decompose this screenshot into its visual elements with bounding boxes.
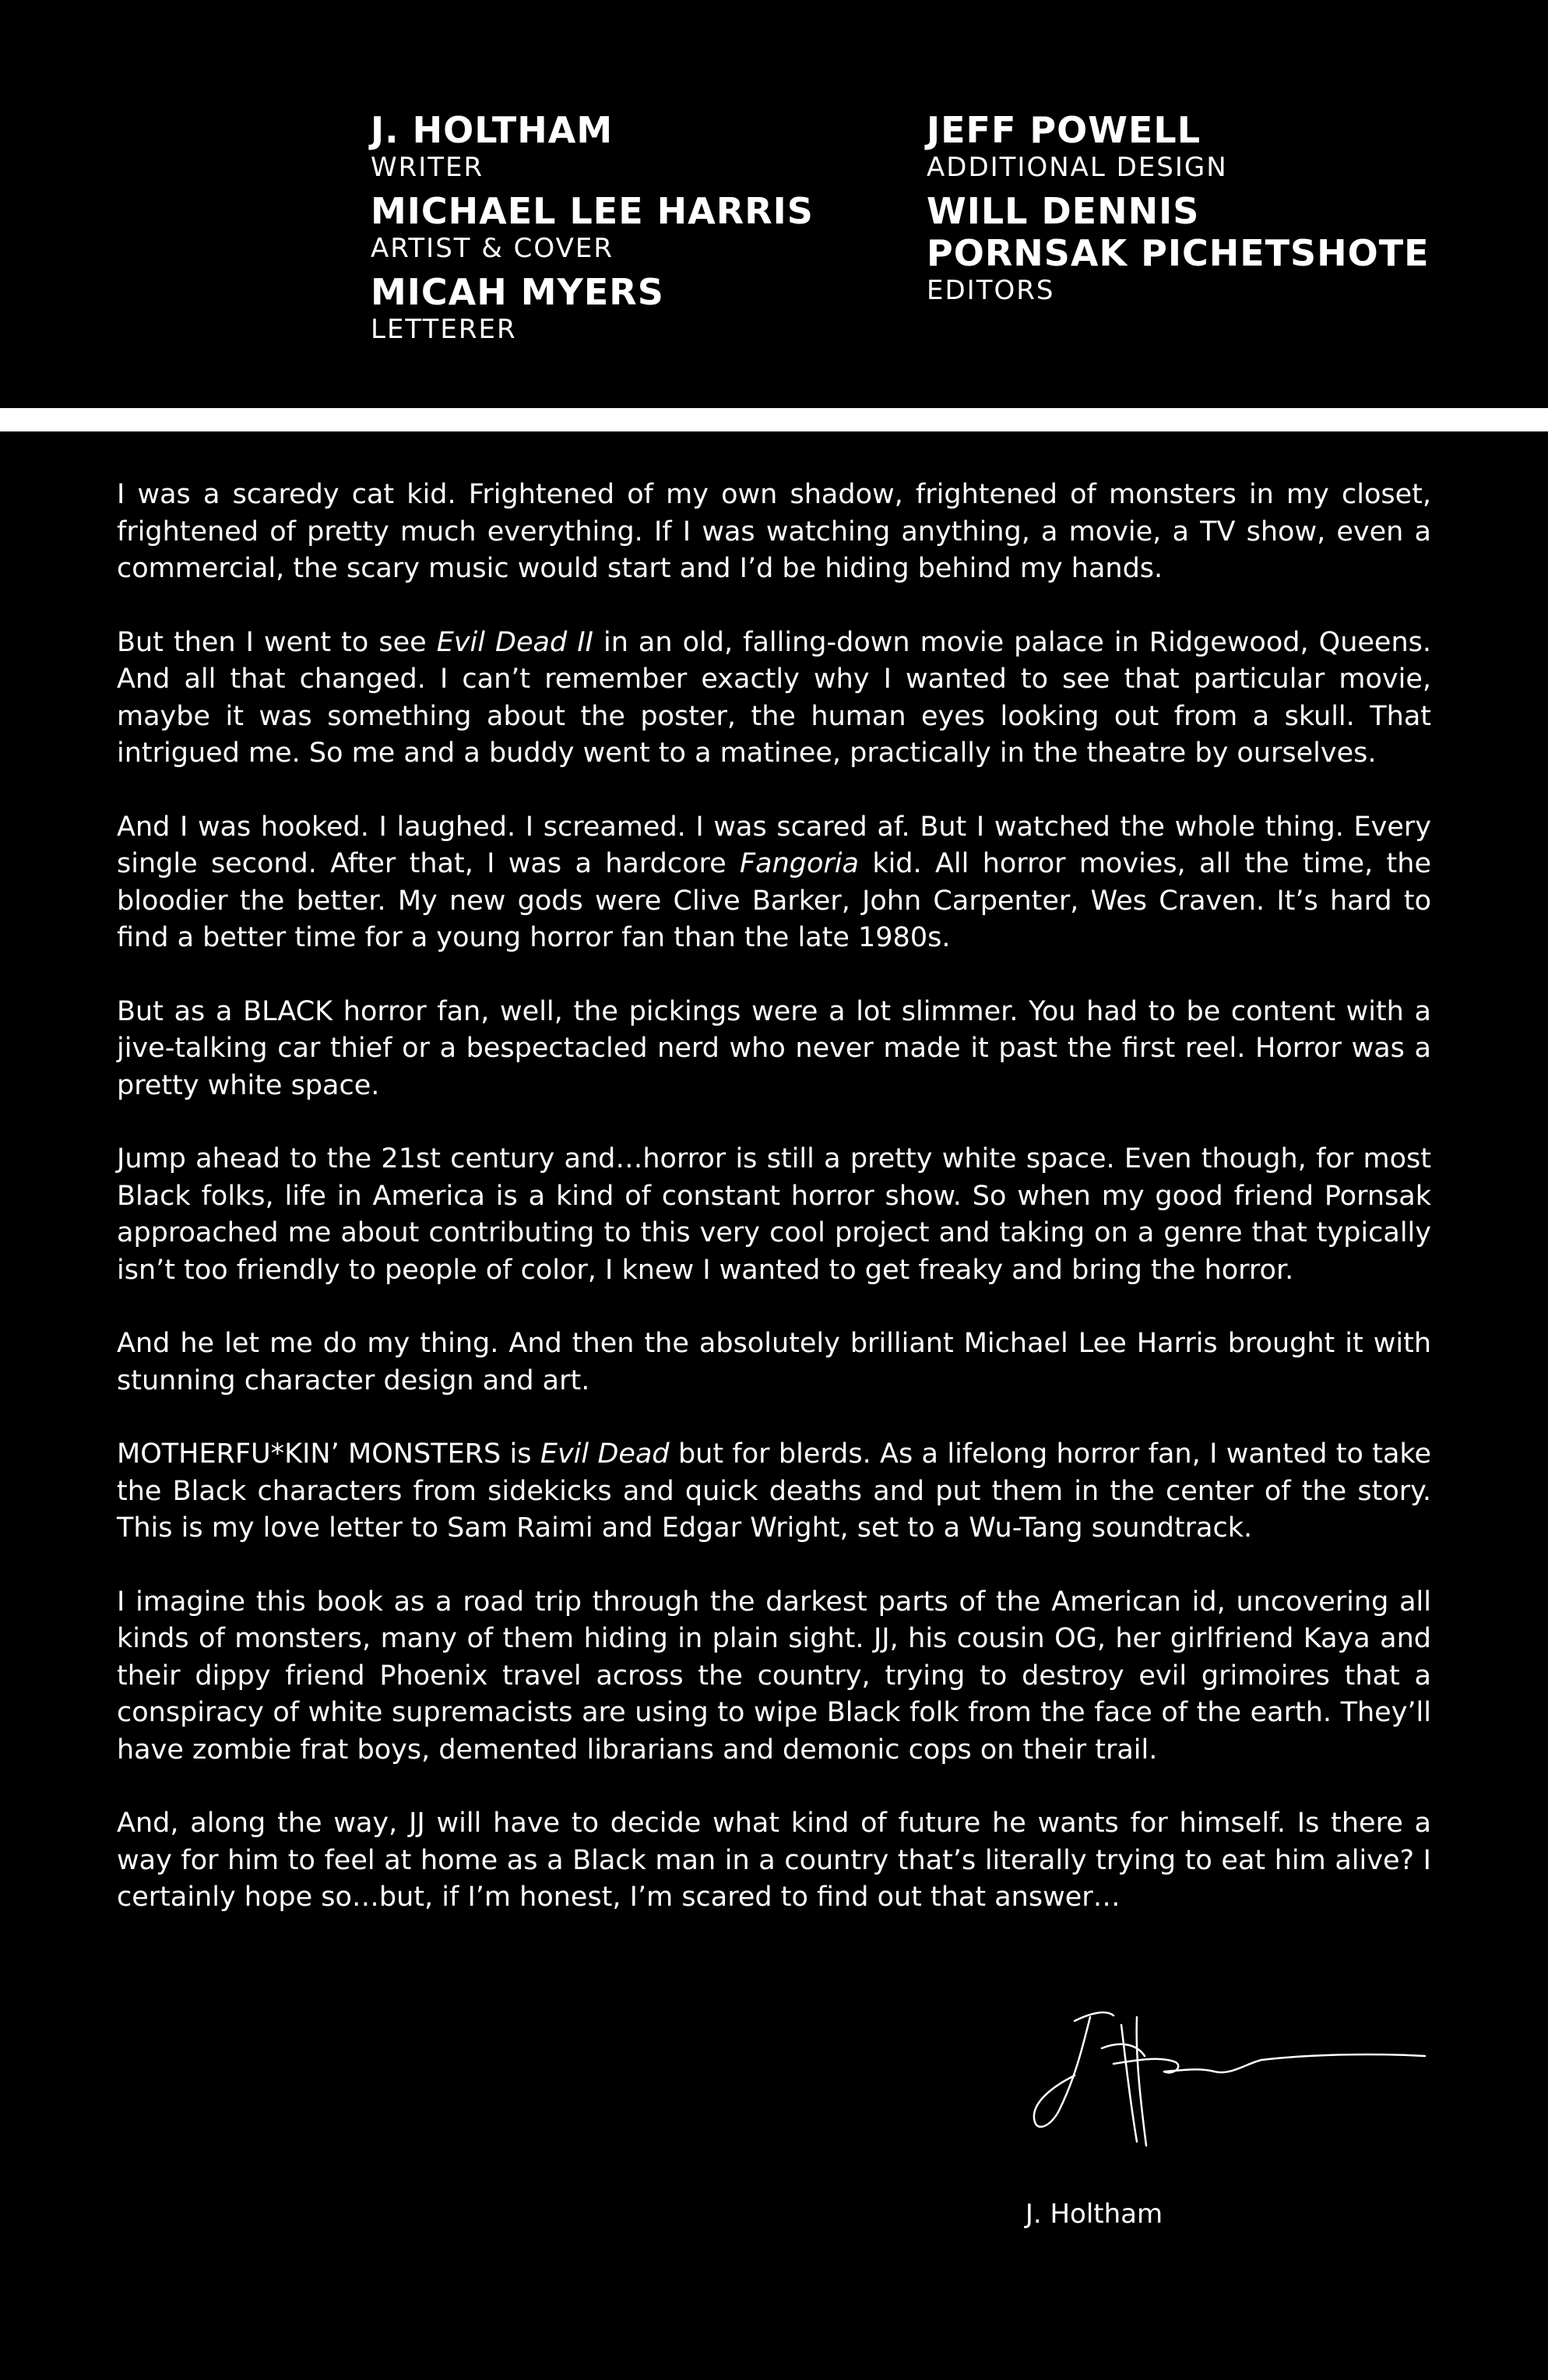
movie-title: Evil Dead II [436,626,593,658]
credit-name-editor-1: WILL DENNIS [927,190,1200,232]
paragraph-text: MOTHERFU*KIN’ MONSTERS is [117,1438,540,1470]
paragraph-text: in an old, falling-down movie palace in Ridgewood, Queens. And all that changed. I can’t remember exactly why I wanted to see that particular movie, maybe it was something about the poster, the human eyes looking out from a skull. That intrigued me. So me and a buddy went to a matinee, practically in the theatre by ourselves. [117,626,1431,769]
credits-right-column [927,109,1503,313]
credit-name-letterer: MICAH MYERS [371,271,664,313]
credits-left-column [371,109,869,352]
signature-name: J. Holtham [1025,2199,1163,2230]
letter-paragraph-6: And he let me do my thing. And then the absolutely brilliant Michael Lee Harris brought it with stunning character design and art. [117,1328,1431,1396]
credit-name-artist: MICHAEL LEE HARRIS [371,190,814,232]
signature-scribble [1028,2002,1433,2157]
letter-paragraph-8: I imagine this book as a road trip through the darkest parts of the American id, uncovering all kinds of monsters, many of them hiding in plain sight. JJ, his cousin OG, her girlfriend Kaya and their dippy friend Phoenix travel across the country, trying to destroy evil grimoires that a conspiracy of white supremacists are using to wipe Black folk from the face of the earth. They’ll have zombie frat boys, demented librarians and demonic cops on their trail. [117,1586,1431,1766]
magazine-title: Fangoria [740,848,859,879]
credit-role-artist: ARTIST & COVER [371,233,614,264]
credit-name-writer: J. HOLTHAM [371,109,614,151]
divider-bar [0,408,1548,431]
credit-role-letterer: LETTERER [371,314,517,345]
letter-paragraph-1: I was a scaredy cat kid. Frightened of my own shadow, frightened of monsters in my closet, frightened of pretty much everything. If I was watching anything, a movie, a TV show, even a commercial, the scary music would start and I’d be hiding behind my hands. [117,479,1431,584]
credit-role-editors: EDITORS [927,275,1055,306]
letter-paragraph-5: Jump ahead to the 21st century and…horror is still a pretty white space. Even though, for most Black folks, life in America is a kind of constant horror show. So when my good friend Pornsak approached me about contributing to this very cool project and taking on a genre that typically isn’t too friendly to people of color, I knew I wanted to get freaky and bring the horror. [117,1143,1431,1286]
paragraph-text: But then I went to see [117,626,437,658]
movie-title: Evil Dead [540,1438,670,1470]
letter-body [117,477,1431,1953]
credits-block [0,109,1548,358]
letter-paragraph-4: But as a BLACK horror fan, well, the pickings were a lot slimmer. You had to be content with a jive-talking car thief or a bespectacled nerd who never made it past the first reel. Horror was a pretty white space. [117,995,1431,1101]
letter-paragraph-2 [117,625,1431,773]
paragraph-text: but for blerds. As a lifelong horror fan, I wanted to take the Black characters from sidekicks and quick deaths and put them in the center of the story. This is my love letter to Sam Raimi and Edgar Wright, set to a Wu-Tang soundtrack. [117,1438,1431,1544]
credit-role-writer: WRITER [371,152,484,183]
signature-image [1028,2002,1433,2157]
paragraph-text: And I was hooked. I laughed. I screamed. I was scared af. But I watched the whole thing. Every single second. After that, I was a hardcore [117,811,1431,879]
letter-paragraph-7 [117,1436,1431,1547]
letter-paragraph-3 [117,809,1431,957]
credit-name-editor-2: PORNSAK PICHETSHOTE [927,232,1430,274]
credit-name-designer: JEFF POWELL [927,109,1201,151]
letter-paragraph-9: And, along the way, JJ will have to decide what kind of future he wants for himself. Is there a way for him to feel at home as a Black man in a country that’s literally trying to eat him alive? I certainly hope so…but, if I’m honest, I’m scared to find out that answer… [117,1808,1431,1913]
paragraph-text: kid. All horror movies, all the time, the bloodier the better. My new gods were Clive Barker, John Carpenter, Wes Craven. It’s hard to find a better time for a young horror fan than the late 1980s. [117,848,1431,953]
credit-role-designer: ADDITIONAL DESIGN [927,152,1228,183]
